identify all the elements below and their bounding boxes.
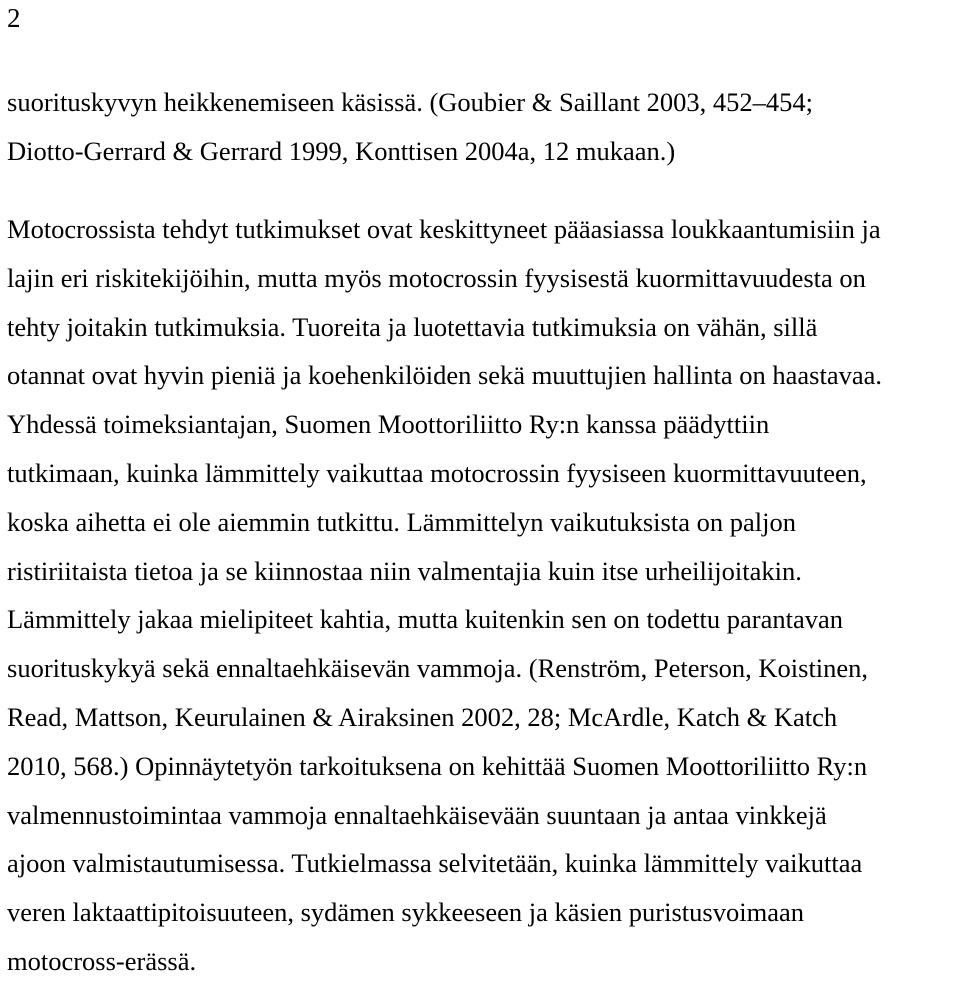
text-line: otannat ovat hyvin pieniä ja koehenkilöiden sekä muuttujien hallinta on haastavaa. bbox=[7, 360, 882, 391]
text-line: ristiriitaista tietoa ja se kiinnostaa niin valmentajia kuin itse urheilijoitakin. bbox=[7, 555, 802, 586]
text-line: valmennustoimintaa vammoja ennaltaehkäisevään suuntaan ja antaa vinkkejä bbox=[7, 799, 827, 830]
text-line: tutkimaan, kuinka lämmittely vaikuttaa motocrossin fyysiseen kuormittavuuteen, bbox=[7, 457, 867, 488]
text-line: veren laktaattipitoisuuteen, sydämen sykkeeseen ja käsien puristusvoimaan bbox=[7, 897, 804, 928]
text-line: Read, Mattson, Keurulainen & Airaksinen 2002, 28; McArdle, Katch & Katch bbox=[7, 701, 838, 732]
paragraph-1 bbox=[7, 78, 813, 176]
text-line: koska aihetta ei ole aiemmin tutkittu. Lämmittelyn vaikutuksista on paljon bbox=[7, 506, 796, 537]
text-line: ajoon valmistautumisessa. Tutkielmassa selvitetään, kuinka lämmittely vaikuttaa bbox=[7, 848, 863, 879]
text-line: motocross-erässä. bbox=[7, 945, 197, 976]
page-number: 2 bbox=[7, 3, 21, 33]
text-line: suorituskyvyn heikkenemiseen käsissä. (Goubier & Saillant 2003, 452–454; bbox=[7, 87, 813, 117]
text-line: suorituskykyä sekä ennaltaehkäisevän vammoja. (Renström, Peterson, Koistinen, bbox=[7, 653, 869, 684]
text-line: 2010, 568.) Opinnäytetyön tarkoituksena on kehittää Suomen Moottoriliitto Ry:n bbox=[7, 750, 868, 781]
text-line: lajin eri riskitekijöihin, mutta myös motocrossin fyysisestä kuormittavuudesta on bbox=[7, 262, 866, 293]
text-line: Yhdessä toimeksiantajan, Suomen Moottoriliitto Ry:n kanssa päädyttiin bbox=[7, 409, 770, 440]
text-line: tehty joitakin tutkimuksia. Tuoreita ja luotettavia tutkimuksia on vähän, sillä bbox=[7, 311, 818, 342]
text-line: Lämmittely jakaa mielipiteet kahtia, mutta kuitenkin sen on todettu parantavan bbox=[7, 604, 843, 635]
text-line: Diotto-Gerrard & Gerrard 1999, Konttisen 2004a, 12 mukaan.) bbox=[7, 135, 676, 166]
paragraph-2 bbox=[7, 205, 882, 986]
text-line: Motocrossista tehdyt tutkimukset ovat keskittyneet pääasiassa loukkaantumisiin ja bbox=[7, 214, 881, 244]
